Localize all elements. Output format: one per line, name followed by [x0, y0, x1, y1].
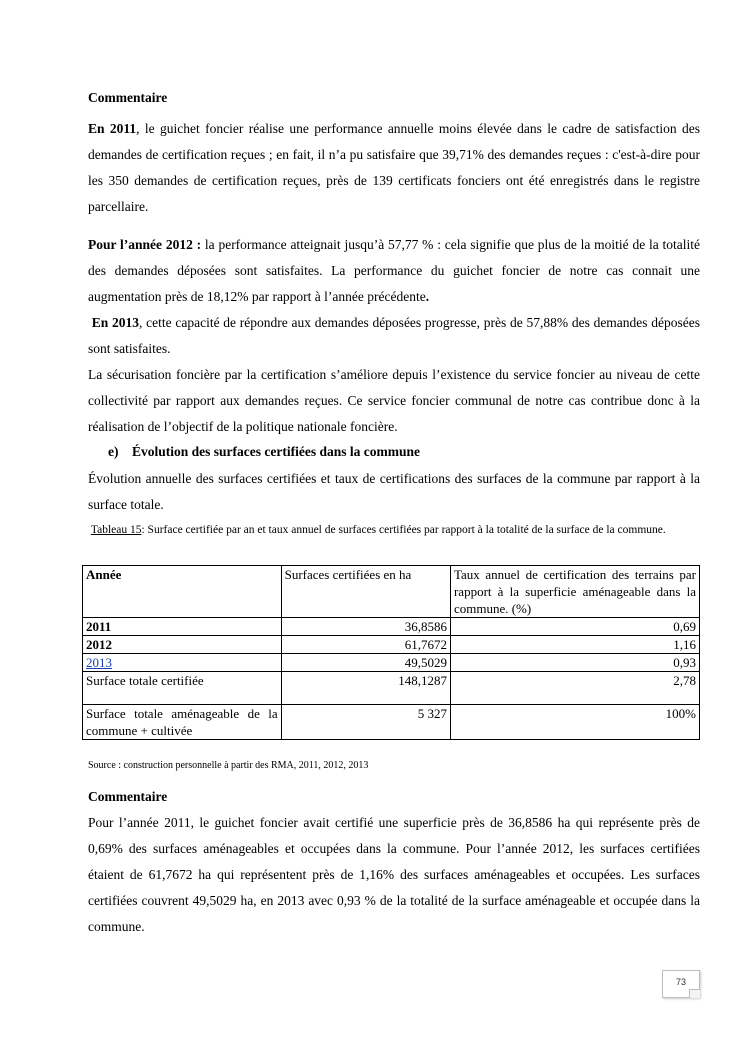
paragraph-2012-end: . [425, 289, 430, 304]
table-row [83, 672, 700, 705]
page-number-box [662, 970, 700, 998]
paragraph-2011 [88, 116, 700, 220]
intro-paragraph: Évolution annuelle des surfaces certifiées et taux de certifications des surfaces de la commune par rapport à la surface totale. [88, 471, 700, 512]
table-row [83, 654, 700, 672]
table-header-row [83, 566, 700, 618]
header-annee: Année [83, 566, 282, 618]
year-2011-lead: En 2011 [88, 121, 137, 136]
paragraph-2011-text: , le guichet foncier réalise une performance annuelle moins élevée dans le cadre de satisfaction des demandes de certification reçues ; en fait, il n’a pu satisfaire que 39,71% des demandes reçues : c'est-à-dire pour les 350 demandes de certification reçues, près de 139 certificats fonciers ont été enregistrés dans le registre parcellaire. [88, 121, 700, 214]
table-caption-text: : Surface certifiée par an et taux annuel de surfaces certifiées par rapport à la totalité de la surface de la commune. [141, 524, 666, 536]
table-row [83, 705, 700, 740]
header-taux: Taux annuel de certification des terrains par rapport à la superficie aménageable dans la commune. (%) [450, 566, 699, 618]
paragraph-securisation: La sécurisation foncière par la certification s’améliore depuis l’existence du service foncier au niveau de cette collectivité par rapport aux demandes reçues. Ce service foncier communal de notre cas contribue donc à la réalisation de l’objectif de la politique nationale foncière. [88, 367, 700, 434]
table-caption [88, 522, 700, 539]
page-curl-icon [689, 989, 700, 998]
paragraph-comment-2: Pour l’année 2011, le guichet foncier avait certifié une superficie près de 36,8586 ha qui représente près de 0,69% des surfaces aménageables et occupées dans la commune. Pour l’année 2012, les surfaces certifiées étaient de 61,7672 ha qui représentent près de 1,16% des surfaces aménageables et occupées. Les surfaces certifiées couvrent 49,5029 ha, en 2013 avec 0,93 % de la totalité de la surface aménageable et occupée dans la commune. [88, 815, 700, 934]
row-label: 2012 [83, 636, 282, 654]
row-surface: 36,8586 [281, 618, 450, 636]
row-taux: 100% [450, 705, 699, 740]
row-taux: 0,93 [450, 654, 699, 672]
row-label: 2011 [83, 618, 282, 636]
table-caption-label: Tableau 15 [90, 524, 142, 536]
paragraph-2013-text: , cette capacité de répondre aux demandes déposées progresse, près de 57,88% des demandes déposées sont satisfaites. [88, 315, 701, 356]
header-surfaces: Surfaces certifiées en ha [281, 566, 450, 618]
comment-heading-2: Commentaire [88, 789, 168, 804]
section-e-label: e) [108, 444, 119, 459]
row-surface: 5 327 [281, 705, 450, 740]
year-2013-link[interactable]: 2013 [86, 655, 112, 670]
row-label: Surface totale aménageable de la commune + cultivée [83, 705, 282, 740]
year-2013-lead: En 2013 [91, 315, 140, 330]
row-surface: 148,1287 [281, 672, 450, 705]
row-label: Surface totale certifiée [83, 672, 282, 705]
paragraph-2012 [88, 232, 700, 310]
section-e-heading [108, 444, 420, 460]
comment-heading-1: Commentaire [88, 90, 168, 105]
row-taux: 0,69 [450, 618, 699, 636]
paragraph-2013 [88, 310, 700, 362]
row-surface: 61,7672 [281, 636, 450, 654]
row-taux: 1,16 [450, 636, 699, 654]
section-e-title: Évolution des surfaces certifiées dans la commune [132, 444, 420, 459]
row-surface: 49,5029 [281, 654, 450, 672]
row-label-link[interactable] [83, 654, 282, 672]
page-number: 73 [675, 977, 686, 987]
table-row [83, 618, 700, 636]
certification-table [82, 565, 700, 740]
table-row [83, 636, 700, 654]
table-source: Source : construction personnelle à partir des RMA, 2011, 2012, 2013 [88, 760, 369, 771]
paragraph-2012-text: la performance atteignait jusqu’à 57,77 % : cela signifie que plus de la moitié de la totalité des demandes déposées sont satisfaites. La performance du guichet foncier de notre cas connait une augmentation près de 18,12% par rapport à l’année précédente [88, 237, 700, 304]
row-taux: 2,78 [450, 672, 699, 705]
year-2012-lead: Pour l’année 2012 : [88, 237, 202, 252]
